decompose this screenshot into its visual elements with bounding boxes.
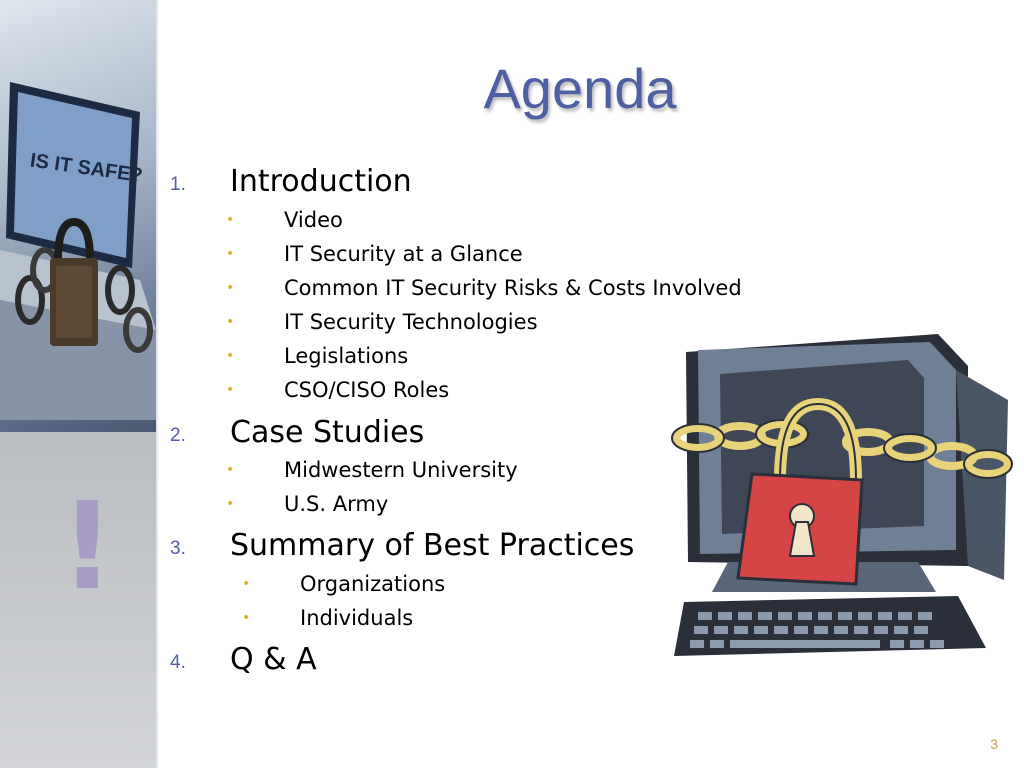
subitem-risks-costs: Common IT Security Risks & Costs Involved — [284, 276, 742, 300]
agenda-item-q-and-a: Q & A — [230, 642, 317, 677]
bullet-icon: • — [226, 382, 235, 398]
left-sidebar — [0, 0, 156, 768]
slide-title: Agenda — [483, 57, 677, 120]
bullet-icon: • — [226, 246, 235, 262]
subitem-us-army: U.S. Army — [284, 492, 389, 516]
agenda-item-introduction: Introduction — [230, 164, 412, 199]
page-number: 3 — [990, 736, 998, 752]
subitem-cso-ciso-roles: CSO/CISO Roles — [284, 378, 450, 402]
bullet-icon: • — [226, 314, 235, 330]
agenda-item-number: 4. — [170, 652, 186, 673]
subitem-video: Video — [284, 208, 343, 232]
photo-sign-text: IS IT SAFE? — [28, 149, 145, 188]
subitem-individuals: Individuals — [300, 606, 414, 630]
bullet-icon: • — [226, 462, 235, 478]
padlock-chain-icon — [668, 330, 1016, 666]
agenda-item-best-practices: Summary of Best Practices — [230, 528, 635, 563]
locked-computer-clipart — [668, 330, 1016, 666]
agenda-item-number: 3. — [170, 538, 186, 559]
agenda-item-case-studies: Case Studies — [230, 415, 425, 450]
is-it-safe-photo — [0, 0, 156, 432]
locked-laptop-photo — [0, 0, 156, 432]
exclamation-mark: ! — [60, 478, 115, 617]
bullet-icon: • — [226, 348, 235, 364]
bullet-icon: • — [242, 576, 251, 592]
bullet-icon: • — [226, 496, 235, 512]
bullet-icon: • — [242, 610, 251, 626]
subitem-midwestern-university: Midwestern University — [284, 458, 518, 482]
subitem-legislations: Legislations — [284, 344, 409, 368]
agenda-item-number: 2. — [170, 425, 186, 446]
subitem-technologies: IT Security Technologies — [284, 310, 538, 334]
bullet-icon: • — [226, 212, 235, 228]
subitem-it-security-glance: IT Security at a Glance — [284, 242, 523, 266]
sidebar-edge — [156, 0, 159, 768]
subitem-organizations: Organizations — [300, 572, 446, 596]
bullet-icon: • — [226, 280, 235, 296]
agenda-item-number: 1. — [170, 174, 186, 195]
